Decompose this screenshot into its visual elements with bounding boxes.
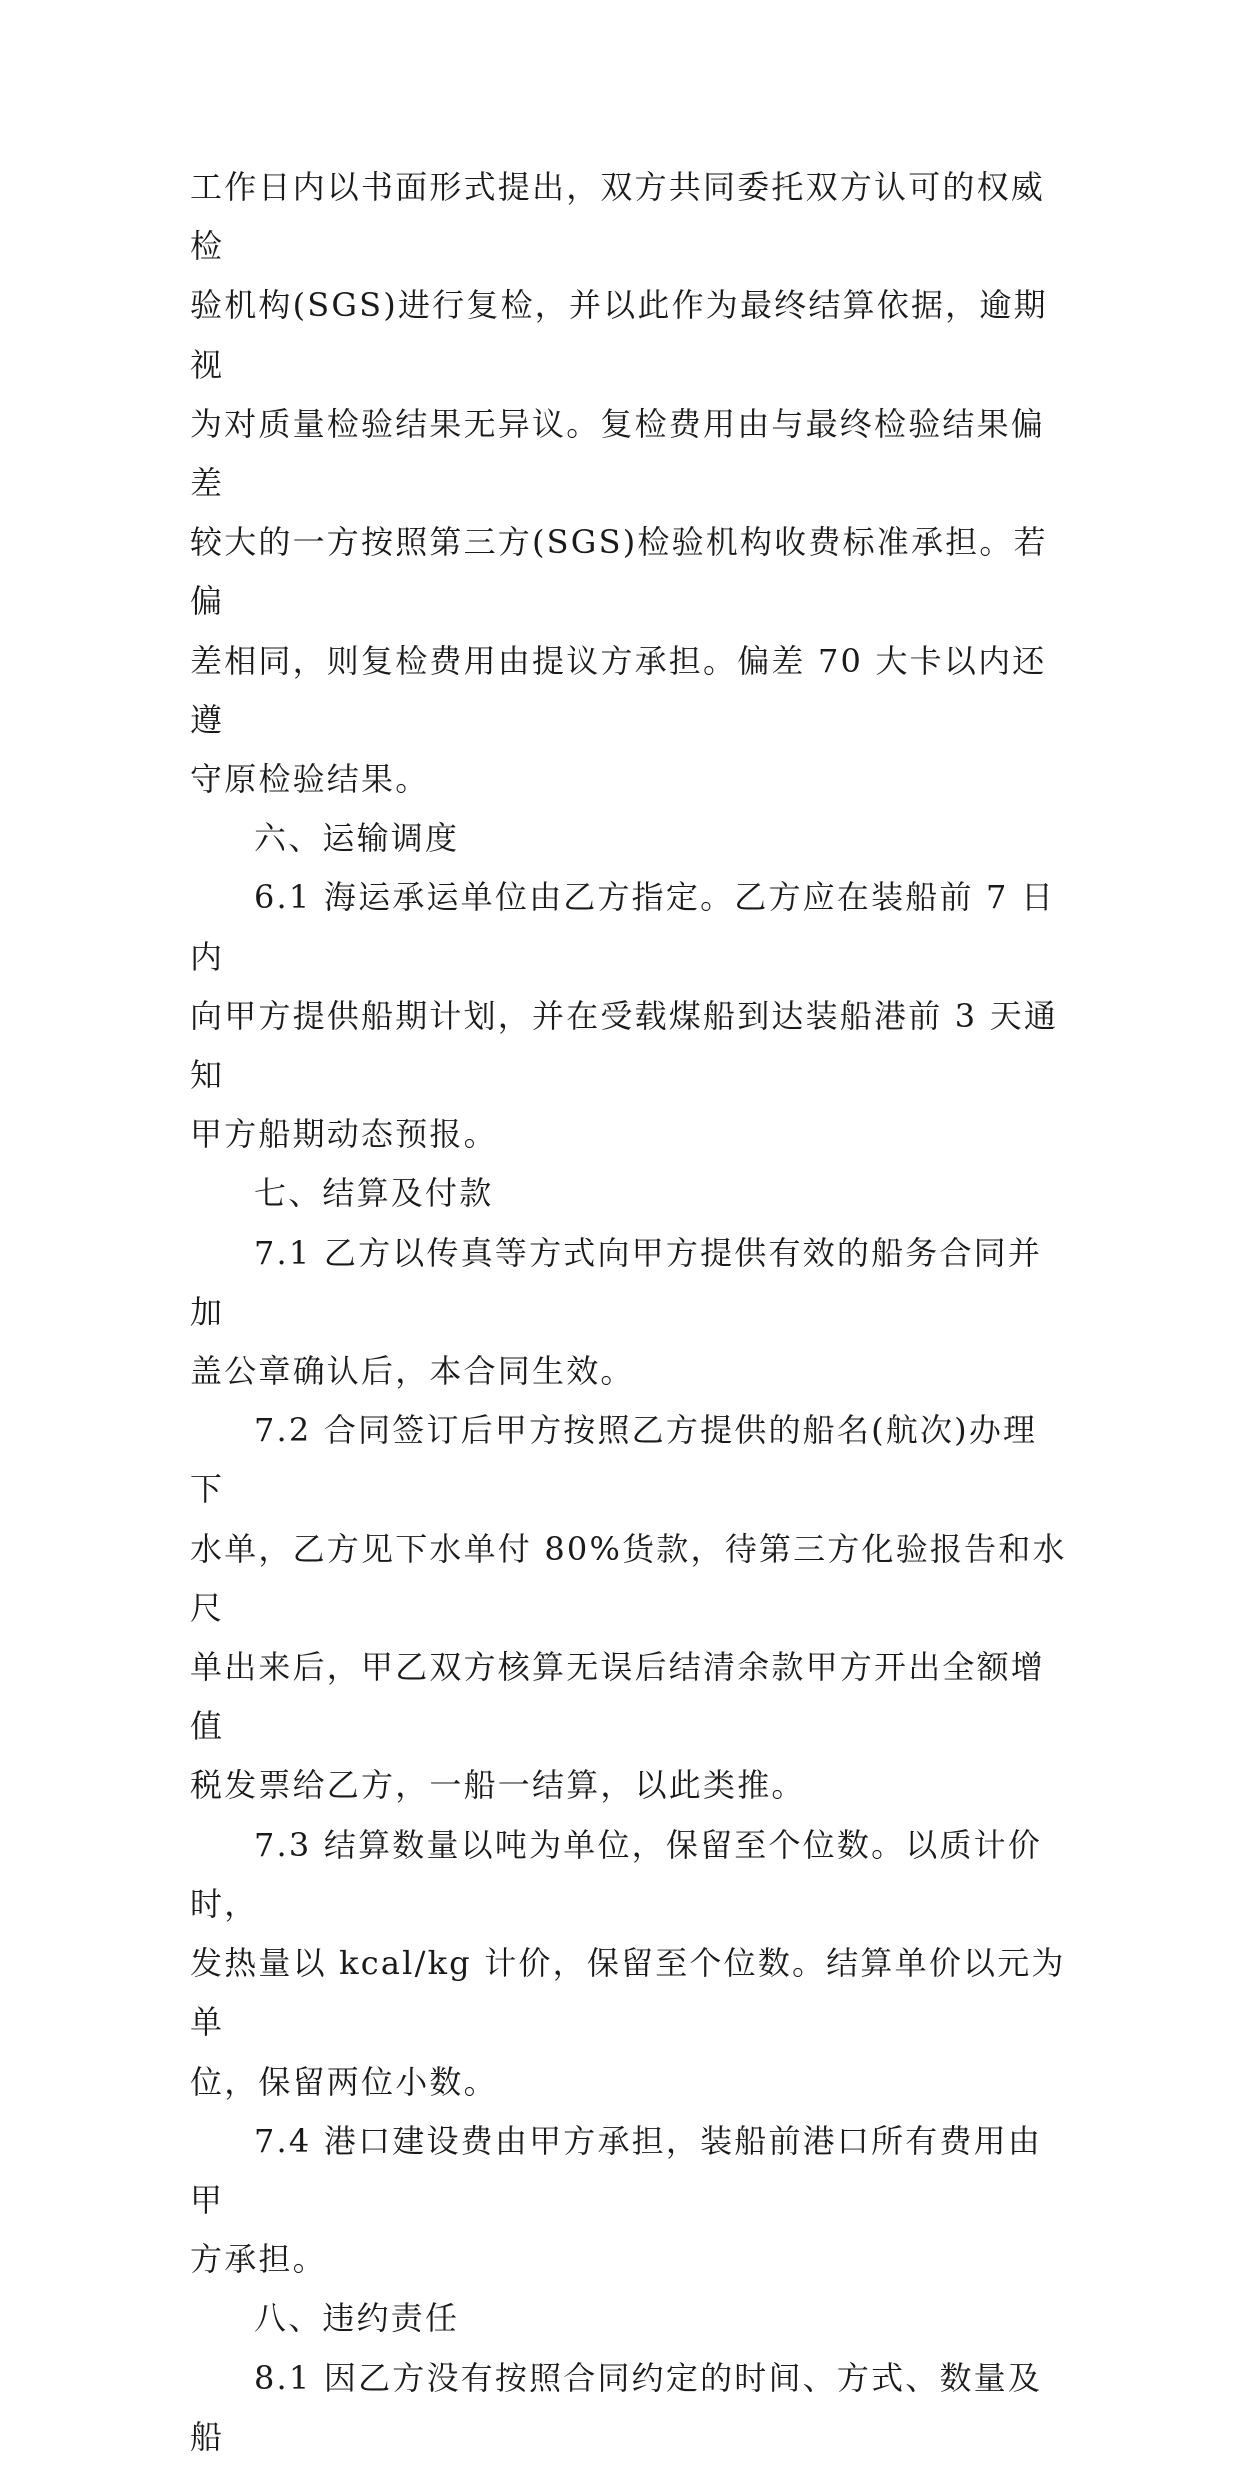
text-line: 甲方船期动态预报。 [190, 1115, 498, 1154]
text-line: 验机构(SGS)进行复检，并以此作为最终结算依据，逾期视 [190, 286, 1048, 384]
text-line: 向甲方提供船期计划，并在受载煤船到达装船港前 3 天通知 [190, 996, 1059, 1095]
text-line: 税发票给乙方，一船一结算，以此类推。 [190, 1766, 806, 1805]
text-line: 工作日内以书面形式提出，双方共同委托双方认可的权威检 [190, 168, 1046, 266]
text-line: 方承担。 [190, 2240, 327, 2279]
clause-line: 7.3 结算数量以吨为单位，保留至个位数。以质计价时， [190, 1825, 1043, 1923]
text-line: 发热量以 kcal/kg 计价，保留至个位数。结算单价以元为单 [190, 1944, 1066, 2042]
text-line: 单出来后，甲乙双方核算无误后结清余款甲方开出全额增值 [190, 1648, 1046, 1746]
clause-line: 8.1 因乙方没有按照合同约定的时间、方式、数量及船 [190, 2358, 1043, 2456]
section-heading: 八、违约责任 [254, 2299, 460, 2338]
section-heading: 七、结算及付款 [254, 1174, 494, 1213]
clause-line: 6.1 海运承运单位由乙方指定。乙方应在装船前 7 日内 [190, 878, 1056, 976]
text-line: 盖公章确认后，本合同生效。 [190, 1352, 635, 1391]
clause-line: 7.2 合同签订后甲方按照乙方提供的船名(航次)办理下 [190, 1411, 1038, 1509]
text-line: 位，保留两位小数。 [190, 2062, 498, 2101]
text-line: 差相同，则复检费用由提议方承担。偏差 70 大卡以内还遵 [190, 641, 1047, 739]
section-heading: 六、运输调度 [254, 819, 460, 858]
document-body [190, 158, 1070, 2467]
text-line: 较大的一方按照第三方(SGS)检验机构收费标准承担。若偏 [190, 523, 1048, 621]
clause-line: 7.4 港口建设费由甲方承担，装船前港口所有费用由甲 [190, 2121, 1043, 2219]
clause-line: 7.1 乙方以传真等方式向甲方提供有效的船务合同并加 [190, 1233, 1043, 1331]
text-line: 守原检验结果。 [190, 760, 430, 799]
text-line: 水单，乙方见下水单付 80%货款，待第三方化验报告和水尺 [190, 1529, 1067, 1627]
text-line: 为对质量检验结果无异议。复检费用由与最终检验结果偏差 [190, 404, 1046, 503]
